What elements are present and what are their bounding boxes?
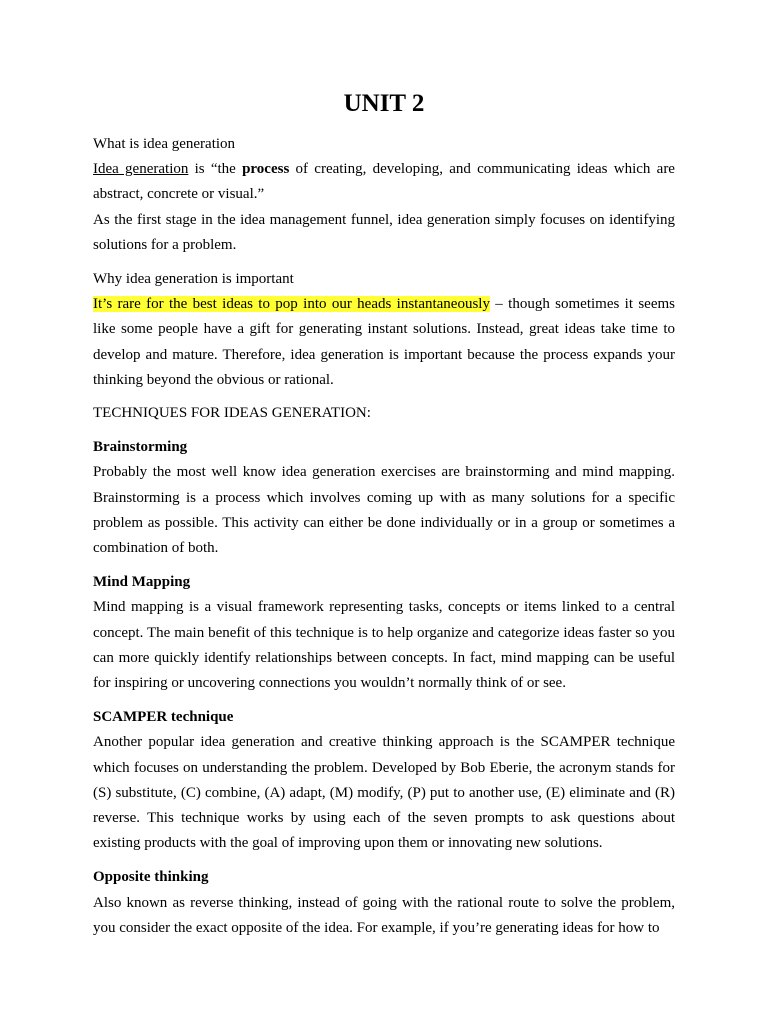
section-body-mind-mapping: Mind mapping is a visual framework representing tasks, concepts or items linked to a central concept. The main benefit of this technique is to help organize and categorize ideas faster so you can more quickly identify relationships between concepts. In fact, mind mapping can be useful for inspiring or uncovering connections you wouldn’t normally think of or see. <box>93 599 675 692</box>
section-heading-opposite-thinking: Opposite thinking <box>93 869 209 886</box>
section-heading-brainstorming: Brainstorming <box>93 439 188 456</box>
why-paragraph <box>93 292 675 393</box>
techniques-heading: TECHNIQUES FOR IDEAS GENERATION: <box>93 405 371 422</box>
definition-pre: is “the <box>188 161 243 178</box>
definition-bold: process <box>242 161 290 178</box>
document-page <box>93 84 675 941</box>
first-stage-paragraph: As the first stage in the idea management funnel, idea generation simply focuses on identifying solutions for a problem. <box>93 211 675 253</box>
definition-term[interactable]: Idea generation <box>93 161 189 178</box>
section-body-opposite-thinking: Also known as reverse thinking, instead of going with the rational route to solve the problem, you consider the exact opposite of the idea. For example, if you’re generating ideas for how to <box>93 894 675 936</box>
section-heading-mind-mapping: Mind Mapping <box>93 574 191 591</box>
section-heading-scamper: SCAMPER technique <box>93 709 234 726</box>
section-body-scamper: Another popular idea generation and creative thinking approach is the SCAMPER technique which focuses on understanding the problem. Developed by Bob Eberie, the acronym stands for (S) substitute, (C) combine, (A) adapt, (M) modify, (P) put to another use, (E) eliminate and (R) reverse. This technique works by using each of the seven prompts to ask questions about existing products with the goal of improving upon them or innovating new solutions. <box>93 734 675 852</box>
definition-paragraph <box>93 157 675 207</box>
page-title: UNIT 2 <box>343 90 425 117</box>
highlighted-sentence: It’s rare for the best ideas to pop into our heads instantaneously <box>93 296 490 313</box>
question-why-important: Why idea generation is important <box>93 271 294 288</box>
definition-post: of creating, developing, and communicating ideas which are abstract, concrete or visual.” <box>93 161 675 203</box>
why-rest: – though sometimes it seems like some people have a gift for generating instant solutions. Instead, great ideas take time to develop and mature. Therefore, idea generation is important because the process expands your thinking beyond the obvious or rational. <box>93 296 675 388</box>
section-body-brainstorming: Probably the most well know idea generation exercises are brainstorming and mind mapping. Brainstorming is a process which involves coming up with as many solutions for a specific problem as possible. This activity can either be done individually or in a group or sometimes a combination of both. <box>93 464 675 557</box>
question-what-is: What is idea generation <box>93 136 236 152</box>
